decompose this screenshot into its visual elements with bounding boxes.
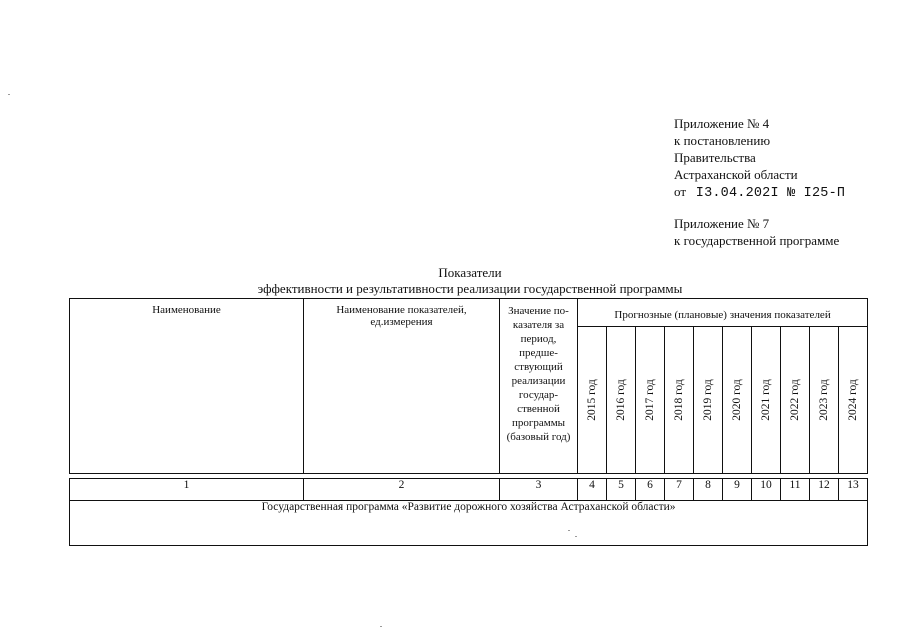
scan-speck [575, 536, 577, 537]
header-forecast: Прогнозные (плановые) значения показателей [578, 299, 868, 327]
column-number: 4 [578, 479, 607, 501]
appendix-4-title: Приложение № 4 [674, 116, 770, 131]
year-label: 2023 год [818, 379, 830, 421]
year-header [781, 327, 810, 474]
header-name: Наименование [70, 299, 304, 474]
year-label: 2020 год [731, 379, 743, 421]
column-number: 12 [810, 479, 839, 501]
column-number: 13 [839, 479, 868, 501]
year-label: 2024 год [847, 379, 860, 421]
header-indicator: Наименование показателей, ед.измерения [304, 299, 500, 474]
year-label: 2016 год [615, 379, 627, 421]
year-label: 2015 год [586, 379, 598, 421]
column-numbers-row [70, 479, 868, 501]
appendix-4-line-2: к постановлению [674, 133, 771, 148]
scan-speck [380, 626, 382, 627]
year-label: 2022 год [789, 379, 801, 421]
appendix-7-line-2: к государственной программе [674, 233, 840, 248]
appendix-4-date-line [674, 183, 845, 202]
resolution-date-number: I3.04.202I № I25-П [695, 186, 846, 201]
date-prefix: от [674, 184, 687, 199]
column-number: 11 [781, 479, 810, 501]
year-header [723, 327, 752, 474]
document-title-line-2: эффективности и результативности реализации государственной программы [257, 281, 683, 296]
column-number: 5 [607, 479, 636, 501]
column-number: 6 [636, 479, 665, 501]
year-label: 2018 год [673, 379, 685, 421]
appendix-7-title: Приложение № 7 [674, 216, 770, 231]
program-row [70, 501, 868, 546]
year-header [810, 327, 839, 474]
column-number: 7 [665, 479, 694, 501]
column-number: 3 [500, 479, 578, 501]
header-row [70, 299, 868, 327]
header-base-value: Значение по-казателя за период, предше-ствующий реализации государ-ственной программы (базовый год) [500, 299, 578, 474]
year-header [665, 327, 694, 474]
year-header [636, 327, 665, 474]
column-number: 2 [304, 479, 500, 501]
column-number: 9 [723, 479, 752, 501]
document-title [0, 265, 905, 297]
column-number: 1 [70, 479, 304, 501]
year-header [752, 327, 781, 474]
year-label: 2017 год [644, 379, 656, 421]
appendix-4-block [674, 115, 845, 202]
column-number: 8 [694, 479, 723, 501]
program-title: Государственная программа «Развитие дорожного хозяйства Астраханской области» [70, 501, 868, 546]
scan-speck [8, 94, 10, 95]
year-header [839, 327, 868, 474]
indicators-table [69, 298, 868, 546]
year-header [694, 327, 723, 474]
year-header [578, 327, 607, 474]
document-title-line-1: Показатели [438, 265, 502, 280]
year-header [607, 327, 636, 474]
year-label: 2019 год [702, 379, 714, 421]
appendix-4-line-4: Астраханской области [674, 167, 798, 182]
column-number: 10 [752, 479, 781, 501]
scan-speck [568, 530, 570, 531]
appendix-4-line-3: Правительства [674, 150, 756, 165]
appendix-7-block [674, 215, 839, 249]
year-label: 2021 год [760, 379, 772, 421]
